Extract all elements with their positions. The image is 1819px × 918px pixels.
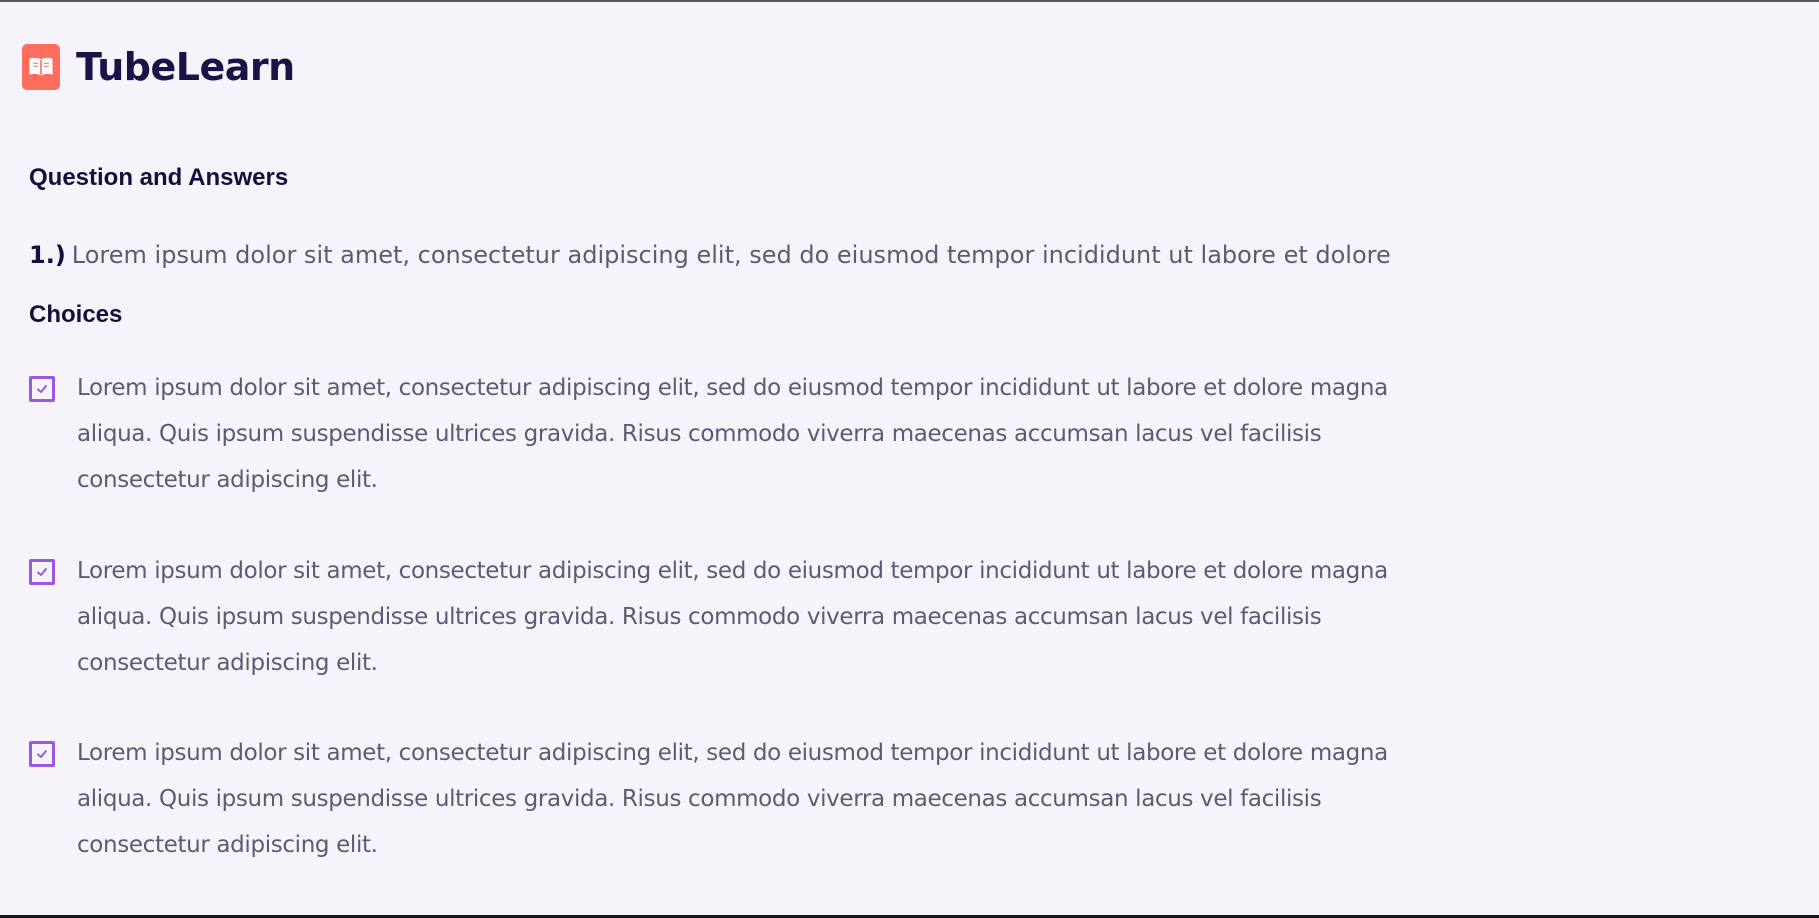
checkmark-icon (35, 747, 49, 761)
question-text: Lorem ipsum dolor sit amet, consectetur adipiscing elit, sed do eiusmod tempor incididunt ut labore et dolore (71, 241, 1391, 269)
checkmark-icon (35, 382, 49, 396)
section-heading: Question and Answers (29, 164, 289, 191)
choice-checkbox[interactable] (29, 376, 55, 402)
app-header (22, 44, 295, 90)
question (29, 241, 1391, 269)
choice-item (29, 739, 1409, 868)
choice-item (29, 374, 1409, 503)
choice-text: Lorem ipsum dolor sit amet, consectetur adipiscing elit, sed do eiusmod tempor incididunt ut labore et dolore magna aliqua. Quis ipsum suspendisse ultrices gravida. Risus commodo viverra maecenas accumsan lacus vel facilisis consectetur adipiscing elit. (77, 375, 1388, 493)
choice-text: Lorem ipsum dolor sit amet, consectetur adipiscing elit, sed do eiusmod tempor incididunt ut labore et dolore magna aliqua. Quis ipsum suspendisse ultrices gravida. Risus commodo viverra maecenas accumsan lacus vel facilisis consectetur adipiscing elit. (77, 558, 1388, 676)
choices-heading: Choices (29, 301, 123, 328)
choice-checkbox[interactable] (29, 741, 55, 767)
choice-item (29, 557, 1409, 686)
checkmark-icon (35, 565, 49, 579)
choice-text: Lorem ipsum dolor sit amet, consectetur adipiscing elit, sed do eiusmod tempor incididunt ut labore et dolore magna aliqua. Quis ipsum suspendisse ultrices gravida. Risus commodo viverra maecenas accumsan lacus vel facilisis consectetur adipiscing elit. (77, 740, 1388, 858)
choice-checkbox[interactable] (29, 559, 55, 585)
app-name: TubeLearn (76, 45, 295, 89)
open-book-icon (22, 44, 60, 90)
question-number: 1.) (29, 241, 66, 269)
